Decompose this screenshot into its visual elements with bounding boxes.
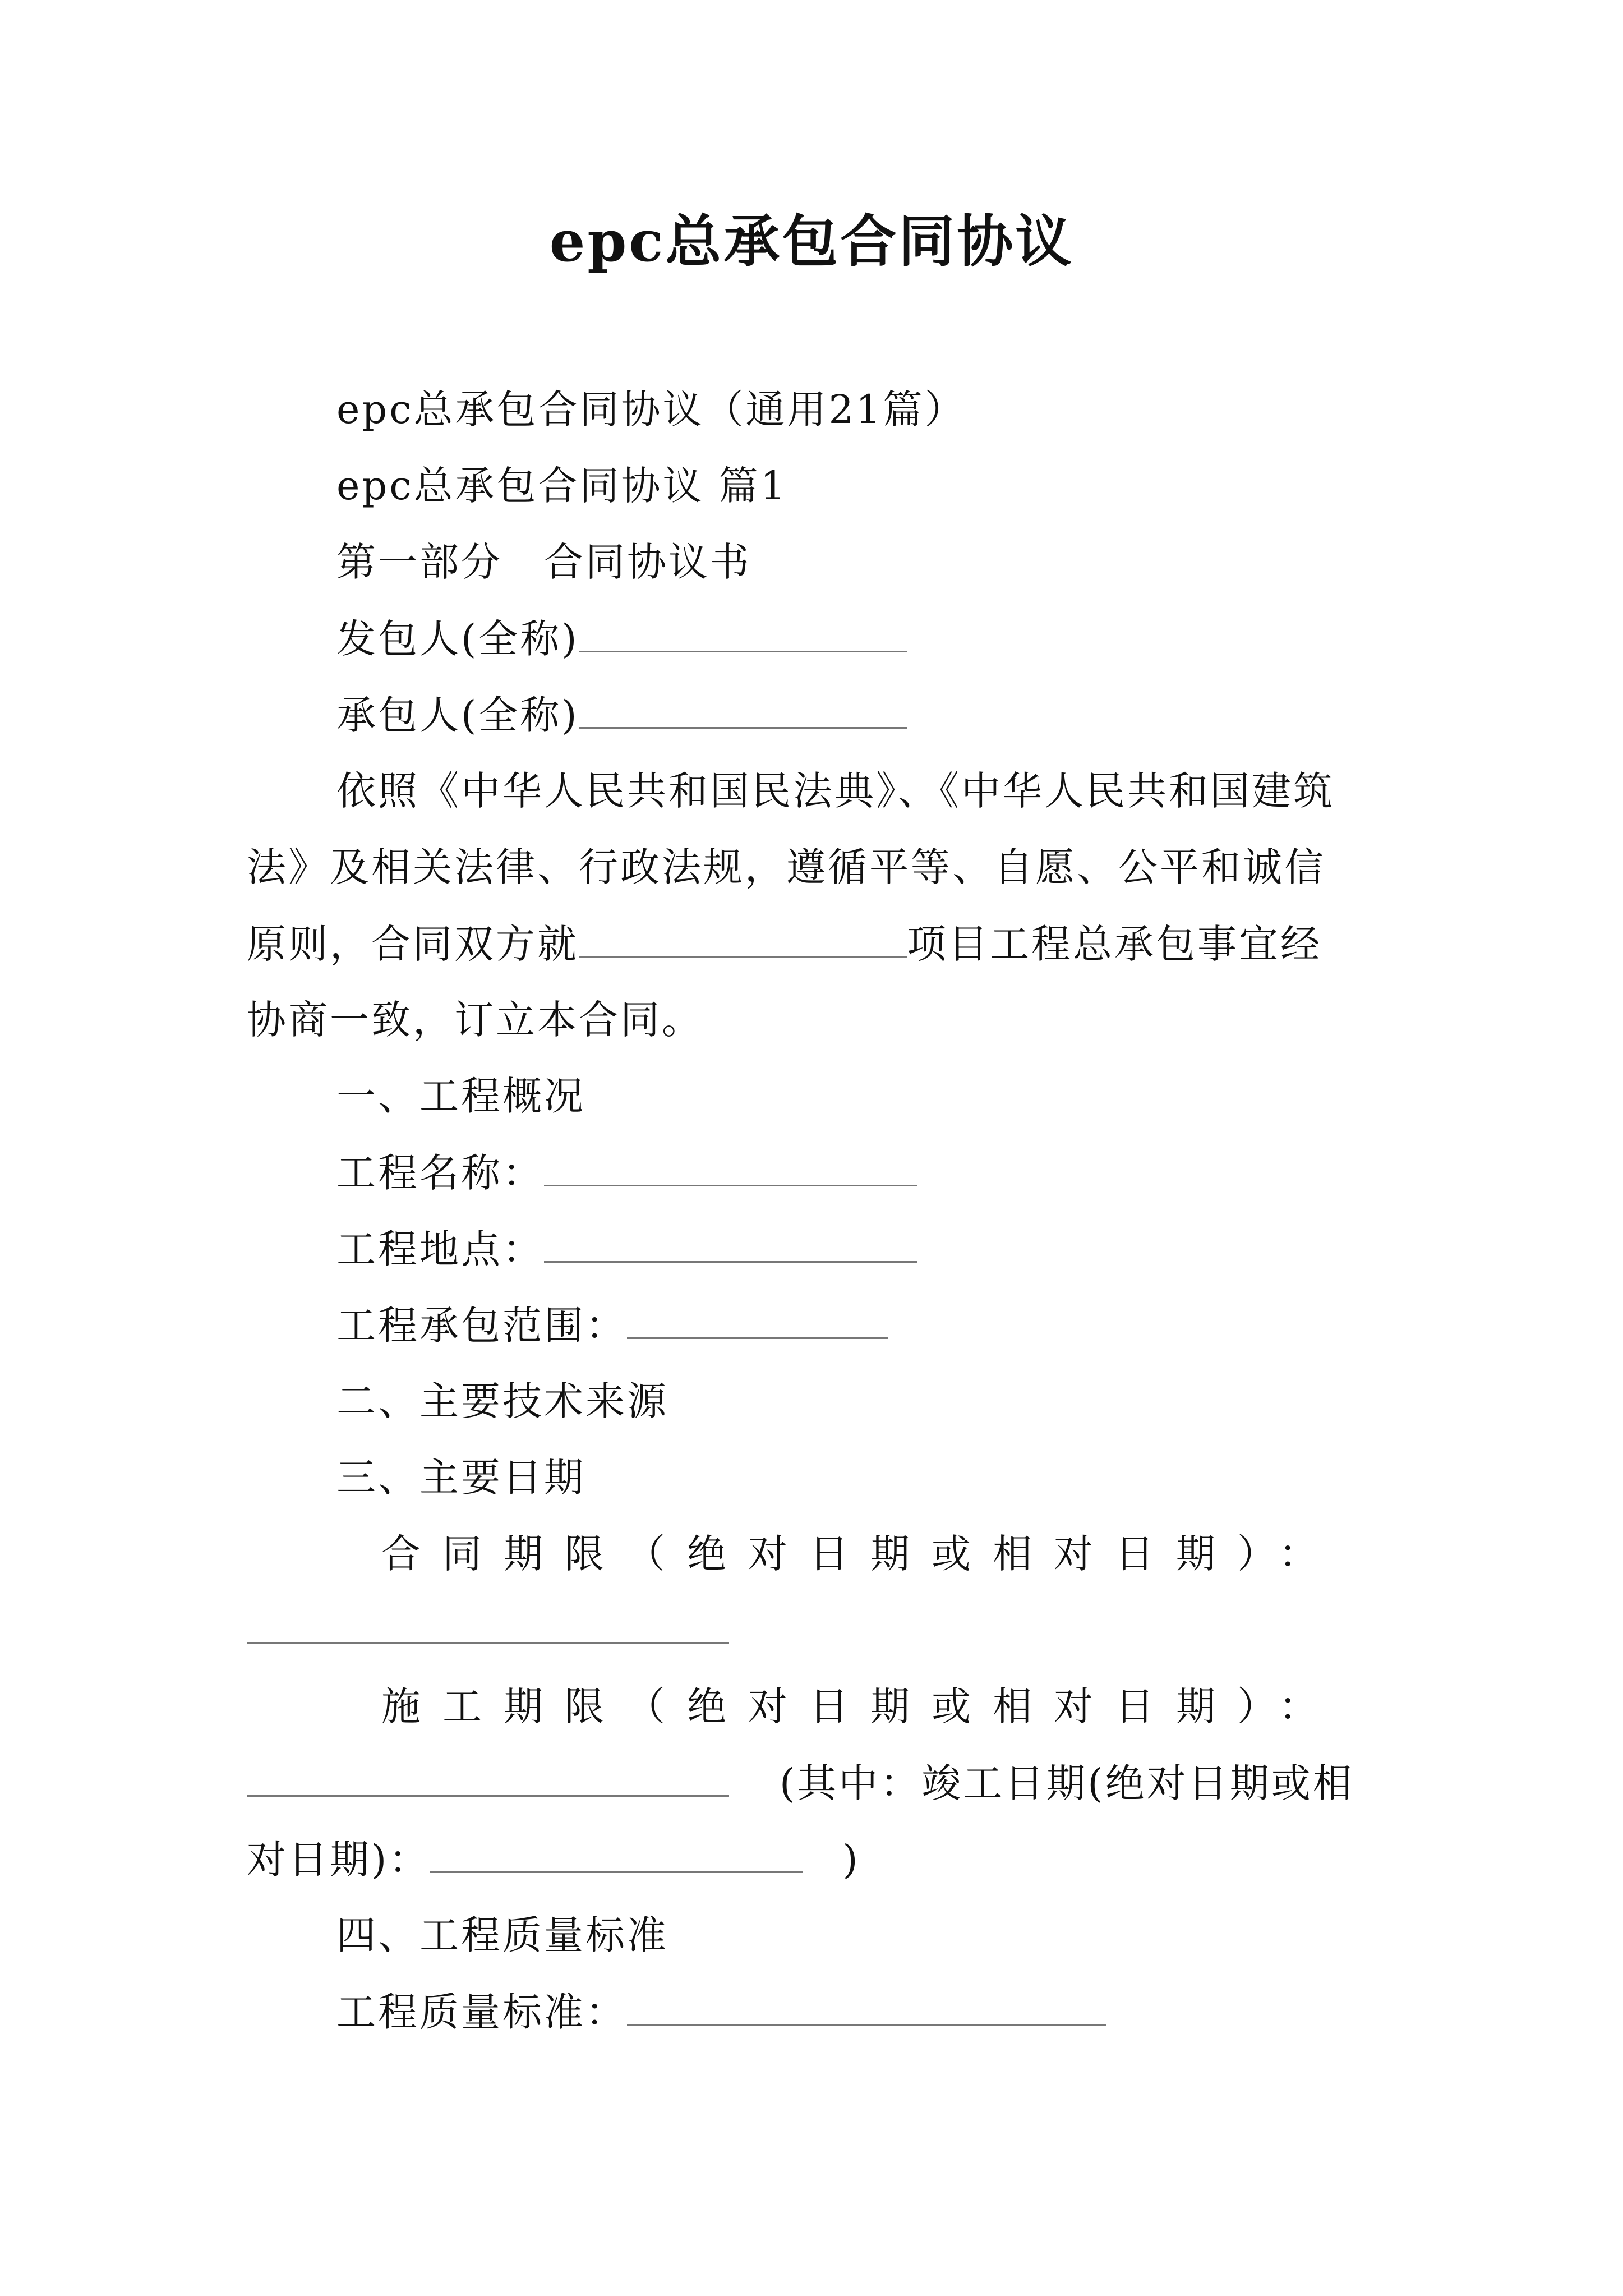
preamble-line-3-pre: 原则，合同双方就 [247, 921, 579, 967]
section-2-heading: 二、主要技术来源 [336, 1378, 668, 1424]
build-term-blank [247, 1755, 729, 1797]
build-term-line: 施工期限（绝对日期或相对日期）： [381, 1683, 1340, 1729]
completion-date-blank [430, 1831, 803, 1873]
quality-standard-line [336, 1984, 1385, 2040]
quality-standard-label: 工程质量标准： [336, 1989, 627, 2035]
project-name-field-blank [544, 1144, 917, 1186]
contractor-blank [579, 687, 907, 729]
project-scope-blank [627, 1297, 888, 1339]
project-name-label: 工程名称： [336, 1150, 544, 1196]
section-1-heading: 一、工程概况 [336, 1073, 585, 1119]
section-heading-line: epc总承包合同协议 篇1 [336, 463, 788, 509]
employer-blank [579, 610, 907, 652]
project-scope-label: 工程承包范围： [336, 1303, 627, 1349]
project-name-blank [579, 915, 907, 958]
contract-term-blank-line [247, 1602, 1385, 1659]
project-location-line [336, 1221, 1385, 1277]
preamble-line-4: 协商一致，订立本合同。 [247, 997, 703, 1043]
quality-standard-blank [627, 1984, 1106, 2026]
preamble-line-1: 依照《中华人民共和国民法典》、《中华人民共和国建筑 [336, 768, 1335, 814]
document-title: epc总承包合同协议 [549, 208, 1074, 274]
completion-date-line [247, 1831, 1385, 1888]
project-scope-line [336, 1297, 1385, 1354]
contract-term-line: 合同期限（绝对日期或相对日期）： [381, 1531, 1340, 1577]
project-name-line [336, 1144, 1385, 1201]
section-3-heading: 三、主要日期 [336, 1455, 585, 1501]
contract-term-blank [247, 1602, 729, 1644]
section-4-heading: 四、工程质量标准 [336, 1912, 668, 1958]
subtitle-line: epc总承包合同协议（通用21篇） [336, 386, 966, 432]
completion-date-label-2: 对日期)： [247, 1837, 431, 1883]
project-location-label: 工程地点： [336, 1226, 544, 1272]
preamble-line-3-post: 项目工程总承包事宜经 [907, 921, 1322, 967]
completion-date-label: (其中：竣工日期(绝对日期或相 [780, 1760, 1354, 1806]
contractor-line [336, 687, 1385, 743]
project-location-blank [544, 1221, 917, 1263]
completion-date-close: ) [842, 1837, 860, 1883]
contractor-label: 承包人(全称) [336, 692, 579, 738]
preamble-line-2: 法》及相关法律、行政法规，遵循平等、自愿、公平和诚信 [247, 844, 1326, 890]
preamble-line-3 [247, 915, 1385, 972]
build-term-blank-line [247, 1755, 1385, 1811]
part-heading: 第一部分 合同协议书 [336, 539, 751, 585]
employer-line [336, 610, 1385, 667]
employer-label: 发包人(全称) [336, 616, 579, 662]
